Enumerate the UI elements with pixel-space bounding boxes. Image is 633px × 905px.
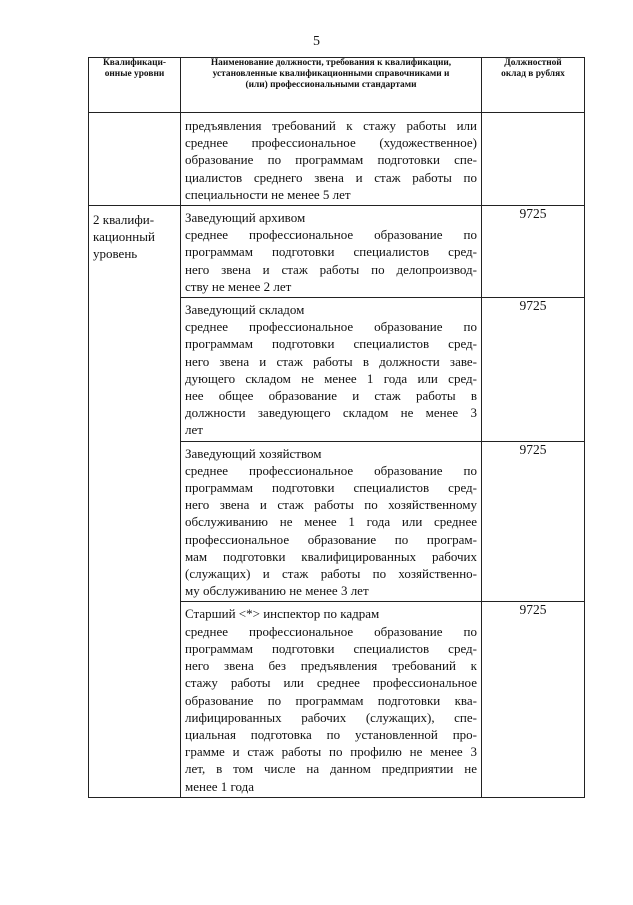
text-line: программам подготовки специалистов сред-	[185, 336, 477, 352]
text-line: программам подготовки специалистов сред-	[185, 640, 477, 656]
level-label-line: уровень	[93, 246, 138, 262]
text-line: среднее профессиональное образование по	[185, 227, 477, 243]
text-line: нее общее образование и стаж работы в	[185, 388, 477, 404]
position-title: Заведующий складом	[185, 302, 305, 318]
salary-cell: 9725	[482, 206, 585, 298]
text-line: специальности не менее 5 лет	[185, 186, 351, 202]
position-title: Старший <*> инспектор по кадрам	[185, 606, 380, 622]
text-line: лет, в том числе на данном предприятии не	[185, 761, 477, 777]
text-line: дующего складом не менее 1 года или сред-	[185, 370, 477, 386]
text-line: программам подготовки специалистов сред-	[185, 244, 477, 260]
text-line: профессиональное образование по програм-	[185, 531, 477, 547]
header-text-line: Должностной	[504, 58, 562, 68]
header-qualification-levels	[89, 58, 181, 113]
text-line: обслуживанию не менее 1 года или среднее	[185, 514, 477, 530]
requirements-cell-warehouse-head	[181, 298, 482, 442]
table-row	[89, 206, 585, 298]
text-line: него звена без предъявления требований к	[185, 658, 477, 674]
requirements-cell-housekeeping-head	[181, 441, 482, 602]
text-line: предъявления требований к стажу работы или	[185, 118, 477, 133]
requirements-text	[181, 602, 481, 796]
text-line: образование по программам подготовки ква-	[185, 692, 477, 708]
text-line: него звена и стаж работы по хозяйственному	[185, 497, 477, 513]
text-line: му обслуживанию не менее 3 лет	[185, 583, 369, 599]
text-line: лет	[185, 422, 203, 438]
position-title: Заведующий архивом	[185, 210, 306, 226]
text-line: циальная подготовка по установленной про-	[185, 726, 477, 742]
qualification-table	[88, 57, 585, 798]
level-label-line: кационный	[93, 229, 155, 245]
text-line: среднее профессиональное образование по	[185, 623, 477, 639]
page-number: 5	[313, 34, 320, 49]
text-line: среднее профессиональное образование по	[185, 319, 477, 335]
requirements-text	[181, 113, 481, 205]
header-text-line: Квалификаци-	[102, 58, 167, 68]
salary-cell: 9725	[482, 441, 585, 602]
text-line: программам подготовки специалистов сред-	[185, 480, 477, 496]
text-line: образование по программам подготовки спе-	[185, 152, 477, 168]
text-line: мам подготовки квалифицированных рабочих	[185, 548, 477, 564]
level-label-line: 2 квалифи-	[93, 212, 155, 228]
header-text-line: оклад в рублях	[501, 69, 565, 79]
requirements-text	[181, 442, 481, 602]
requirements-cell-hr-inspector	[181, 602, 482, 797]
requirements-cell	[181, 113, 482, 206]
requirements-cell-archive-head	[181, 206, 482, 298]
text-line: среднее профессиональное образование по	[185, 462, 477, 478]
text-line: грамме и стаж работы по профилю не менее 3	[185, 744, 477, 760]
header-salary	[482, 58, 585, 113]
salary-cell: 9725	[482, 602, 585, 797]
requirements-text	[181, 298, 481, 441]
header-text-line: Наименование должности, требования к квалификации,	[210, 58, 452, 68]
text-line: менее 1 года	[185, 778, 255, 794]
text-line: (служащих) и стаж работы по хозяйственно-	[185, 566, 477, 582]
text-line: ству не менее 2 лет	[185, 278, 292, 294]
header-position-requirements	[181, 58, 482, 113]
text-line: среднее профессиональное (художественное)	[185, 135, 477, 151]
level-2-cell	[89, 206, 181, 798]
salary-cell-empty	[482, 113, 585, 206]
table-header-row	[89, 58, 585, 113]
level-cell-empty	[89, 113, 181, 206]
text-line: него звена и стаж работы по делопроизвод-	[185, 261, 477, 277]
header-text-line: онные уровни	[104, 69, 165, 79]
header-text-line: установленные квалификационными справочниками и	[212, 69, 450, 79]
text-line: стажу работы или среднее профессиональное	[185, 675, 477, 691]
text-line: него звена и стаж работы в должности заве-	[185, 353, 477, 369]
text-line: лифицированных рабочих (служащих), спе-	[185, 709, 477, 725]
position-title: Заведующий хозяйством	[185, 445, 322, 461]
text-line: циалистов среднего звена и стаж работы по	[185, 169, 477, 185]
header-text-line: (или) профессиональными стандартами	[245, 80, 417, 90]
requirements-text	[181, 206, 481, 297]
level-2-label	[89, 206, 180, 263]
table-row-continuation	[89, 113, 585, 206]
text-line: должности заведующего складом не менее 3	[185, 405, 477, 421]
salary-cell: 9725	[482, 298, 585, 442]
